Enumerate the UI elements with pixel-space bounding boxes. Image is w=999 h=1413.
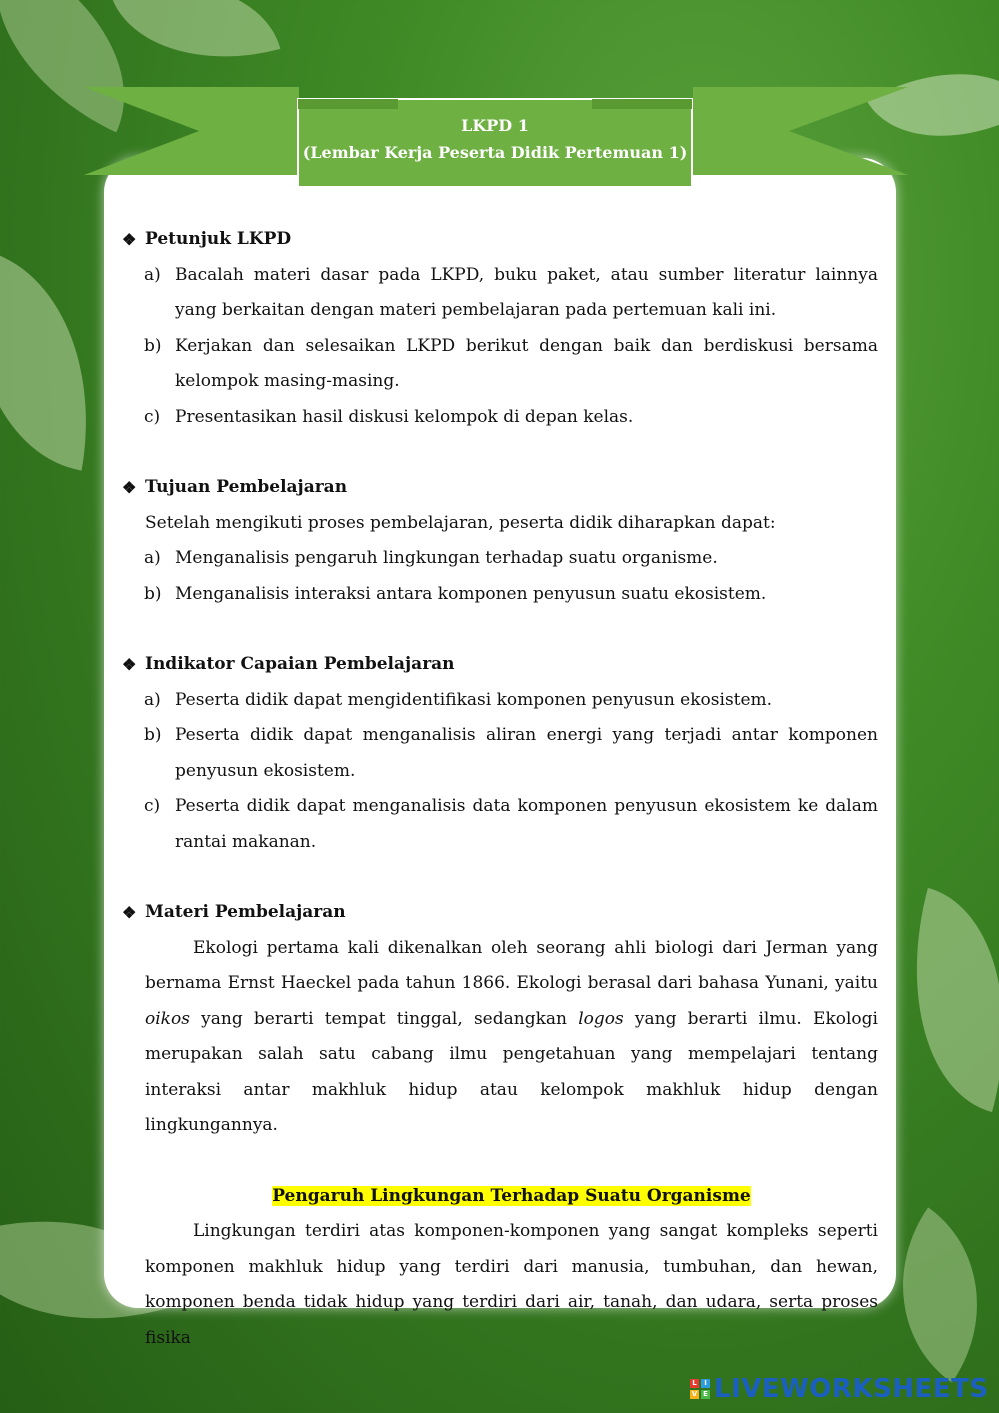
section-intro: Setelah mengikuti proses pembelajaran, peserta didik diharapkan dapat:: [145, 512, 776, 533]
diamond-bullet-icon: ❖: [122, 655, 137, 674]
diamond-bullet-icon: ❖: [122, 903, 137, 922]
banner-line-2: (Lembar Kerja Peserta Didik Pertemuan 1): [302, 143, 688, 162]
liveworksheets-logo: [690, 1374, 989, 1404]
list-item: c) Presentasikan hasil diskusi kelompok di depan kelas.: [144, 406, 634, 427]
list-item: a) Bacalah materi dasar pada LKPD, buku paket, atau sumber literatur lainnya yang berkaitan dengan materi pembelajaran pada pertemuan kali ini.: [144, 264, 878, 320]
diamond-bullet-icon: ❖: [122, 478, 137, 497]
list-item: b) Peserta didik dapat menganalisis aliran energi yang terjadi antar komponen penyusun ekosistem.: [144, 725, 878, 781]
logo-squares-icon: L I V E: [690, 1379, 710, 1399]
logo-text: LIVEWORKSHEETS: [714, 1374, 989, 1404]
section-heading-indikator: ❖ Indikator Capaian Pembelajaran: [120, 647, 878, 683]
banner-line-1: LKPD 1: [461, 116, 529, 135]
list-item: b) Kerjakan dan selesaikan LKPD berikut dengan baik dan berdiskusi bersama kelompok masing-masing.: [144, 335, 878, 391]
list-item: b) Menganalisis interaksi antara komponen penyusun suatu ekosistem.: [144, 583, 767, 604]
leaf-decoration: [110, 0, 281, 88]
banner-title: [298, 112, 692, 166]
materi-paragraph-2: Lingkungan terdiri atas komponen-komponen yang sangat kompleks seperti komponen makhluk hidup yang terdiri dari manusia, tumbuhan, dan hewan, komponen benda tidak hidup yang terdiri dari air, tanah, dan udara, serta proses fisika: [145, 1221, 878, 1348]
worksheet-content: [120, 222, 878, 1356]
list-item: c) Peserta didik dapat menganalisis data komponen penyusun ekosistem ke dalam rantai makanan.: [144, 796, 878, 852]
section-heading-petunjuk: ❖ Petunjuk LKPD: [120, 222, 878, 258]
diamond-bullet-icon: ❖: [122, 230, 137, 249]
materi-paragraph-1: Ekologi pertama kali dikenalkan oleh seorang ahli biologi dari Jerman yang bernama Ernst Haeckel pada tahun 1866. Ekologi berasal dari bahasa Yunani, yaitu oikos yang berarti tempat tinggal, sedangkan logos yang berarti ilmu. Ekologi merupakan salah satu cabang ilmu pengetahuan yang mempelajari tentang interaksi antar makhluk hidup atau kelompok makhluk hidup dengan lingkungannya.: [145, 937, 878, 1135]
list-item: a) Menganalisis pengaruh lingkungan terhadap suatu organisme.: [144, 548, 718, 568]
section-heading-materi: ❖ Materi Pembelajaran: [120, 895, 878, 931]
list-item: a) Peserta didik dapat mengidentifikasi komponen penyusun ekosistem.: [144, 689, 773, 710]
section-heading-tujuan: ❖ Tujuan Pembelajaran: [120, 470, 878, 506]
leaf-decoration: [0, 249, 116, 470]
materi-subheading: Pengaruh Lingkungan Terhadap Suatu Organisme: [272, 1185, 751, 1206]
